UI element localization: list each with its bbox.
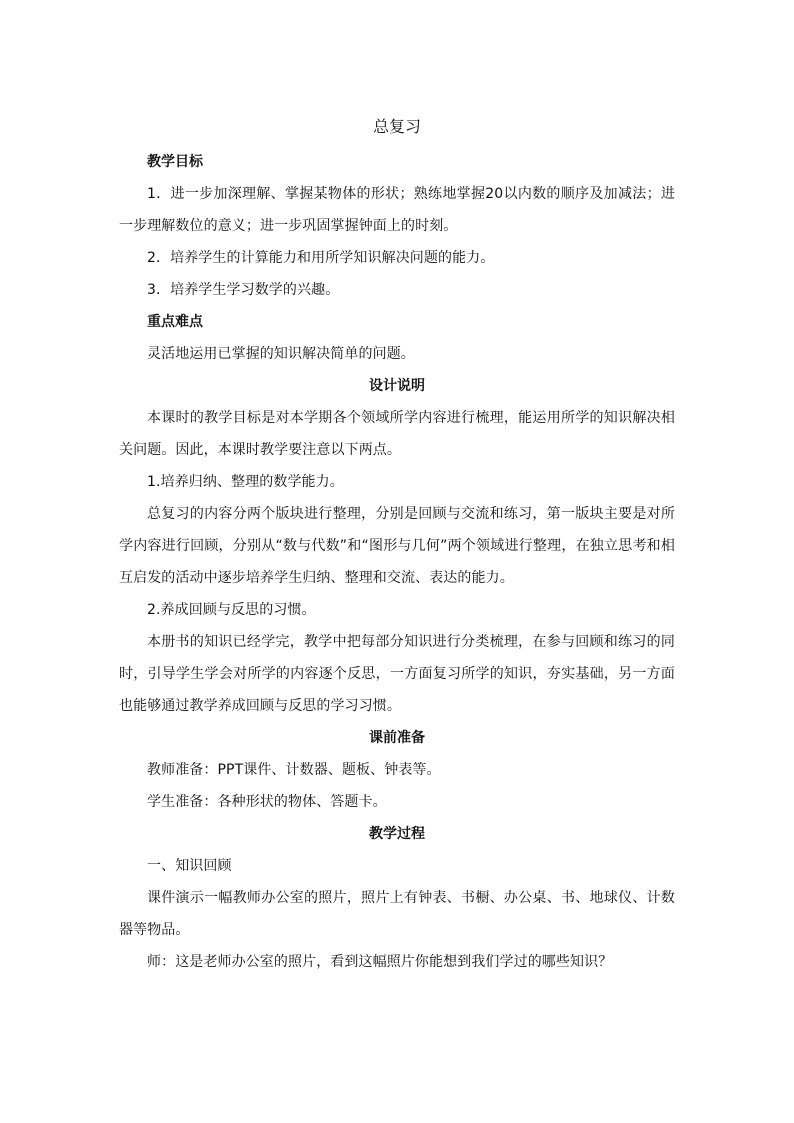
teacher-preparation: 教师准备：PPT课件、计数器、题板、钟表等。 <box>147 762 441 778</box>
preparation-heading: 课前准备 <box>369 730 425 746</box>
design-item-1: 1.培养归纳、整理的数学能力。 <box>147 474 344 490</box>
design-item-2: 2.养成回顾与反思的习惯。 <box>147 602 316 618</box>
design-paragraph-2: 总复习的内容分两个版块进行整理，分别是回顾与交流和练习，第一版块主要是对所学内容进行回顾，分别从“数与代数”和“图形与几何”两个领域进行整理，在独立思考和相互启发的活动中逐步培养学生归纳、整理和交流、表达的能力。 <box>119 506 675 586</box>
process-section-1: 一、知识回顾 <box>147 858 232 874</box>
goals-heading: 教学目标 <box>147 154 203 170</box>
document-title: 总复习 <box>372 117 421 136</box>
document-content <box>119 112 675 978</box>
student-preparation: 学生准备：各种形状的物体、答题卡。 <box>147 794 387 810</box>
key-points-text: 灵活地运用已掌握的知识解决简单的问题。 <box>147 346 415 362</box>
goal-3: 3．培养学生学习数学的兴趣。 <box>147 282 340 298</box>
process-paragraph-1: 课件演示一幅教师办公室的照片，照片上有钟表、书橱、办公桌、书、地球仪、计数器等物品。 <box>119 890 675 938</box>
process-paragraph-2: 师：这是老师办公室的照片，看到这幅照片你能想到我们学过的哪些知识？ <box>147 954 613 970</box>
design-paragraph-1: 本课时的教学目标是对本学期各个领域所学内容进行梳理，能运用所学的知识解决相关问题。因此，本课时教学要注意以下两点。 <box>119 410 675 458</box>
goal-2: 2．培养学生的计算能力和用所学知识解决问题的能力。 <box>147 250 495 266</box>
goal-1: 1．进一步加深理解、掌握某物体的形状；熟练地掌握20以内数的顺序及加减法；进一步理解数位的意义；进一步巩固掌握钟面上的时刻。 <box>119 186 675 234</box>
design-paragraph-3: 本册书的知识已经学完，教学中把每部分知识进行分类梳理，在参与回顾和练习的同时，引导学生学会对所学的内容逐个反思，一方面复习所学的知识，夯实基础，另一方面也能够通过教学养成回顾与反思的学习习惯。 <box>119 634 675 714</box>
key-points-heading: 重点难点 <box>147 314 203 330</box>
design-heading: 设计说明 <box>369 378 425 394</box>
process-heading: 教学过程 <box>369 826 425 842</box>
